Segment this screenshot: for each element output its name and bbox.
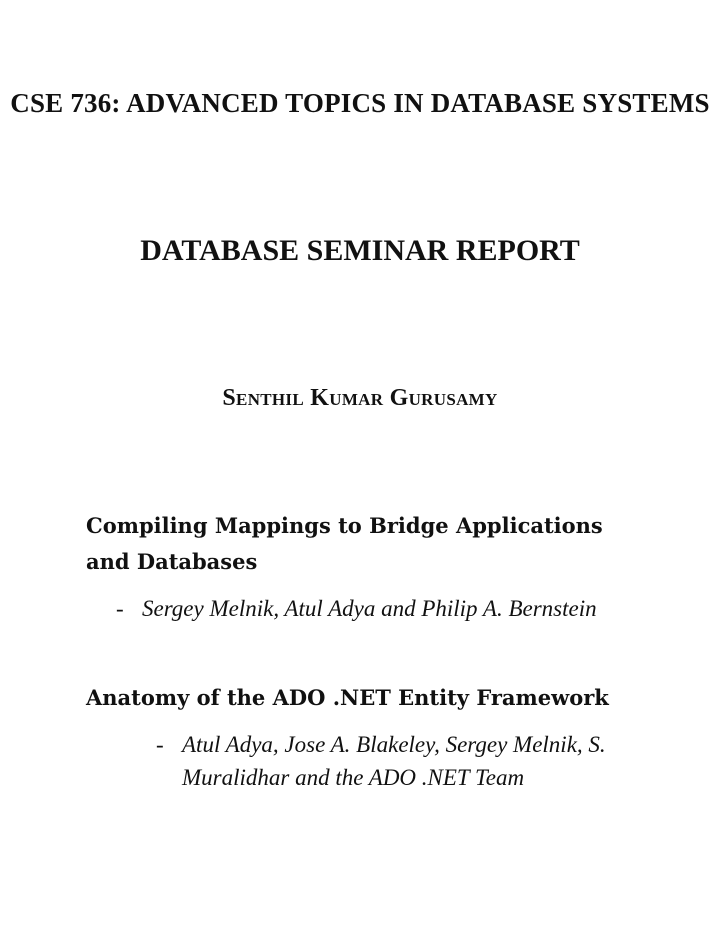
course-title-text: CSE 736: ADVANCED TOPICS IN DATABASE SYSTEMS [10, 88, 710, 118]
paper-entry-1 [86, 508, 646, 625]
paper-authors-text: Sergey Melnik, Atul Adya and Philip A. Bernstein [142, 596, 597, 621]
paper-authors-text: Atul Adya, Jose A. Blakeley, Sergey Melnik, S. Muralidhar and the ADO .NET Team [182, 732, 606, 790]
paper-title: Anatomy of the ADO .NET Entity Framework [86, 685, 609, 710]
paper-entry-2 [86, 680, 646, 794]
paper-authors [116, 592, 646, 625]
paper-authors [156, 728, 646, 794]
paper-title: Compiling Mappings to Bridge Applications and Databases [86, 513, 603, 574]
author-dash: - [156, 732, 164, 757]
author-name [0, 382, 720, 414]
author-name-text: Senthil Kumar Gurusamy [222, 385, 498, 411]
author-dash: - [116, 596, 124, 621]
course-title [0, 84, 720, 123]
report-title [0, 222, 720, 279]
report-title-text: DATABASE SEMINAR REPORT [140, 234, 580, 267]
